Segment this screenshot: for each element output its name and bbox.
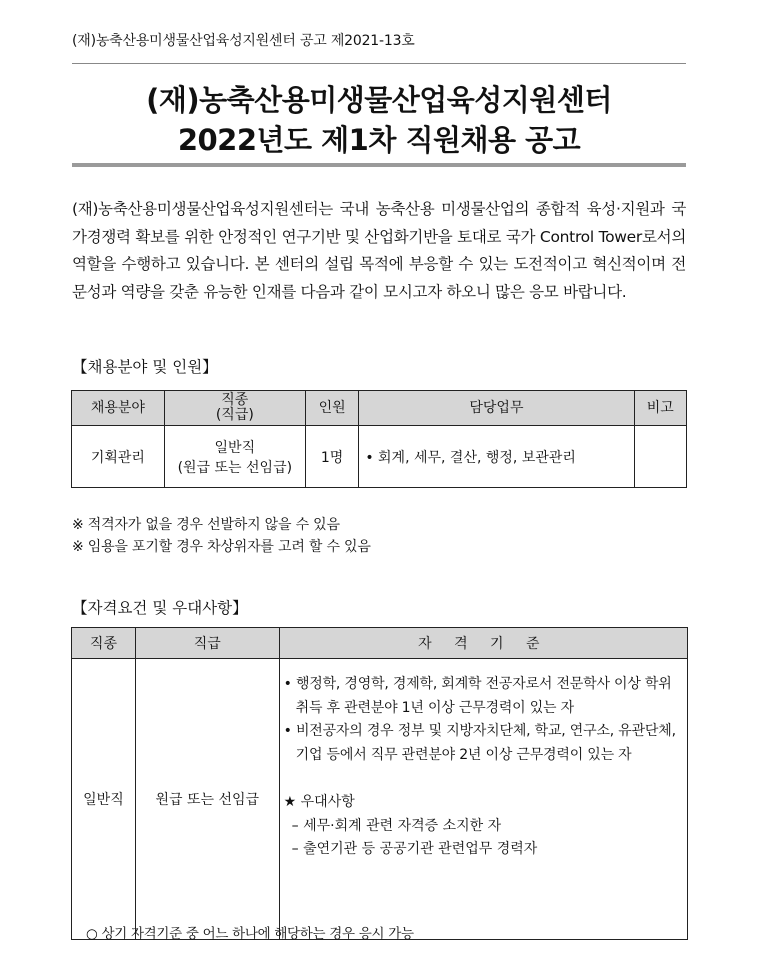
- qualification-table-header: [72, 628, 688, 659]
- note-item: ※ 임용을 포기할 경우 차상위자를 고려 할 수 있음: [72, 539, 371, 555]
- notes-list: [72, 514, 371, 558]
- header-divider: [72, 63, 686, 64]
- header-job: [164, 391, 305, 426]
- header-field: 채용분야: [72, 391, 165, 426]
- header-grade: 직급: [135, 628, 279, 659]
- intro-paragraph: (재)농축산용미생물산업육성지원센터는 국내 농축산용 미생물산업의 종합적 육성·지원과 국가경쟁력 확보를 위한 안정적인 연구기반 및 산업화기반을 토대로 국가 Control Tower로서의 역할을 수행하고 있습니다. 본 센터의 설립 목적에 부응할 수 있는 도전적이고 혁신적이며 전문성과 역량을 갖춘 유능한 인재를 다음과 같이 모시고자 하오니 많은 응모 바랍니다.: [72, 200, 686, 301]
- header-job-type: 직종: [72, 628, 136, 659]
- header-count: 인원: [305, 391, 358, 426]
- criteria-item: • 행정학, 경영학, 경제학, 회계학 전공자로서 전문학사 이상 학위 취득 후 관련분야 1년 이상 근무경력이 있는 자: [283, 676, 672, 716]
- document-title: [72, 80, 686, 160]
- cell-job-line1: 일반직: [214, 439, 256, 456]
- cell-job-line2: (원급 또는 선임급): [177, 459, 293, 476]
- preference-item: – 세무·회계 관련 자격증 소지한 자: [291, 817, 502, 834]
- table-row: [72, 659, 688, 940]
- header-duty: 담당업무: [359, 391, 634, 426]
- header-job-line1: 직종: [221, 392, 249, 408]
- header-job-line2: (직급): [215, 407, 254, 423]
- criteria-item: • 비전공자의 경우 정부 및 지방자치단체, 학교, 연구소, 유관단체, 기업 등에서 직무 관련분야 2년 이상 근무경력이 있는 자: [283, 723, 676, 763]
- cell-grade: 원급 또는 선임급: [135, 659, 279, 940]
- bottom-note: ○ 상기 자격기준 중 어느 하나에 해당하는 경우 응시 가능: [86, 926, 414, 942]
- cell-job: [164, 426, 305, 488]
- cell-count: 1명: [305, 426, 358, 488]
- preference-item: – 출연기관 등 공공기관 관련업무 경력자: [291, 841, 538, 857]
- spacer: [284, 767, 681, 787]
- table-row: [72, 426, 687, 488]
- title-line-1: (재)농축산용미생물산업육성지원센터: [146, 83, 612, 117]
- recruit-table: [71, 390, 687, 488]
- header-criteria: 자 격 기 준: [279, 628, 687, 659]
- title-line-2: 2022년도 제1차 직원채용 공고: [177, 123, 581, 157]
- cell-criteria: [279, 659, 687, 940]
- title-divider: [72, 163, 686, 167]
- recruit-table-header: [72, 391, 687, 426]
- notice-number: (재)농축산용미생물산업육성지원센터 공고 제2021-13호: [72, 33, 415, 49]
- cell-job-type: 일반직: [72, 659, 136, 940]
- recruit-section-title: 【채용분야 및 인원】: [72, 358, 218, 376]
- qualification-table: [71, 627, 688, 940]
- preference-title: ★ 우대사항: [283, 794, 355, 810]
- qualification-section-title: 【자격요건 및 우대사항】: [72, 599, 248, 617]
- cell-field: 기획관리: [72, 426, 165, 488]
- note-item: ※ 적격자가 없을 경우 선발하지 않을 수 있음: [72, 517, 340, 533]
- cell-duty: • 회계, 세무, 결산, 행정, 보관관리: [359, 426, 634, 488]
- header-remark: 비고: [634, 391, 686, 426]
- cell-remark: [634, 426, 686, 488]
